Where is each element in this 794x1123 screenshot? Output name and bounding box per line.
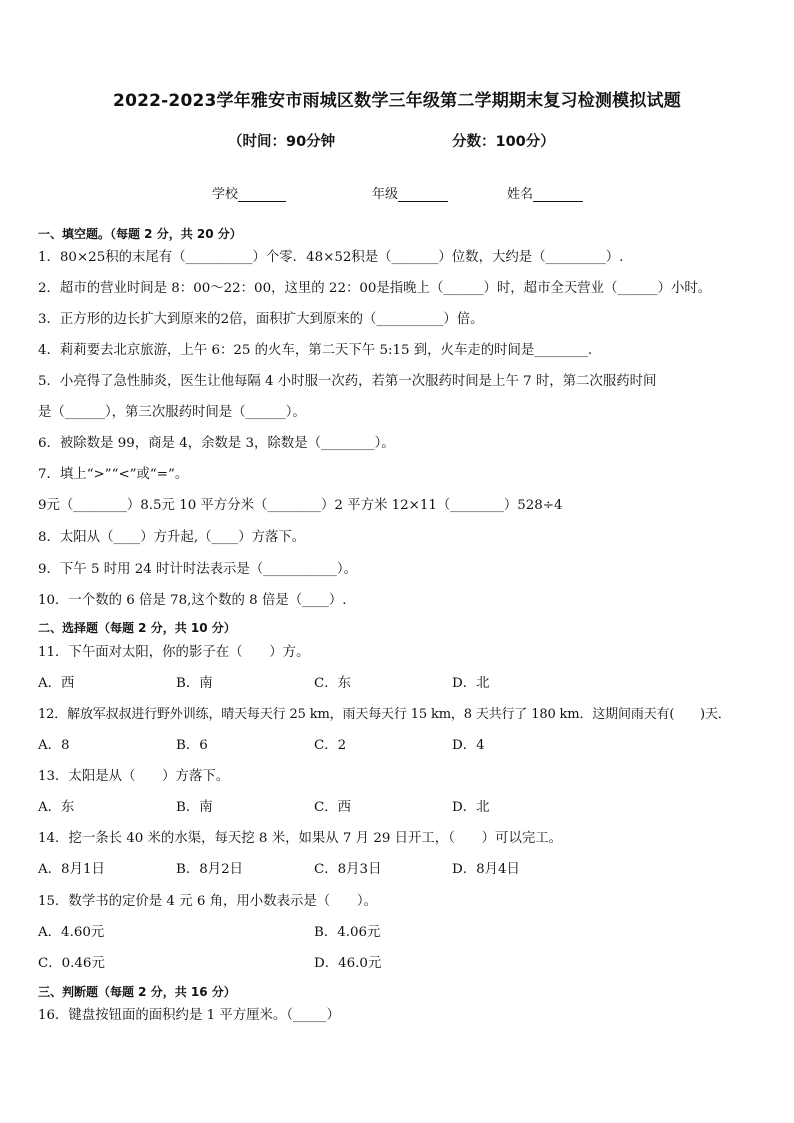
question-7: 7．填上“>”“<”或“=”。 xyxy=(38,467,189,482)
q14-option-b[interactable]: B．8月2日 xyxy=(176,862,244,877)
section-choice: 二、选择题（每题 2 分，共 10 分） xyxy=(38,621,236,635)
q14-option-a[interactable]: A．8月1日 xyxy=(38,862,105,877)
exam-score: 分数：100分） xyxy=(452,134,555,150)
exam-title: 2022-2023学年雅安市雨城区数学三年级第二学期期末复习检测模拟试题 xyxy=(113,91,681,111)
school-field xyxy=(212,183,286,202)
q13-option-d[interactable]: D．北 xyxy=(452,800,490,815)
question-14: 14．挖一条长 40 米的水渠，每天挖 8 米，如果从 7 月 29 日开工，（ ）可以完工。 xyxy=(38,831,563,846)
q12-option-a[interactable]: A．8 xyxy=(38,738,70,753)
grade-field xyxy=(372,183,448,202)
question-10: 10．一个数的 6 倍是 78,这个数的 8 倍是（____）. xyxy=(38,593,347,608)
question-5-line-2: 是（______），第三次服药时间是（______）。 xyxy=(38,405,306,420)
section-judge: 三、判断题（每题 2 分，共 16 分） xyxy=(38,985,236,999)
school-blank[interactable] xyxy=(238,187,286,202)
question-13: 13．太阳是从（ ）方落下。 xyxy=(38,769,230,784)
question-1: 1．80×25积的末尾有（__________）个零．48×52积是（_______）位数，大约是（_________）. xyxy=(38,250,624,265)
q15-option-b[interactable]: B．4.06元 xyxy=(314,925,381,940)
q12-option-d[interactable]: D．4 xyxy=(452,738,485,753)
q13-option-b[interactable]: B．南 xyxy=(176,800,213,815)
question-3: 3．正方形的边长扩大到原来的2倍，面积扩大到原来的（__________）倍。 xyxy=(38,312,484,327)
q14-option-d[interactable]: D．8月4日 xyxy=(452,862,520,877)
q12-option-c[interactable]: C．2 xyxy=(314,738,347,753)
question-12: 12．解放军叔叔进行野外训练，晴天每天行 25 km，雨天每天行 15 km，8 天共行了 180 km．这期间雨天有( )天． xyxy=(38,707,731,722)
name-label: 姓名 xyxy=(507,187,534,202)
q12-option-b[interactable]: B．6 xyxy=(176,738,208,753)
section-fill-blank: 一、填空题。（每题 2 分，共 20 分） xyxy=(38,227,242,241)
exam-time: （时间：90分钟 xyxy=(228,134,336,150)
name-blank[interactable] xyxy=(533,187,583,202)
question-16: 16．键盘按钮面的面积约是 1 平方厘米。（_____） xyxy=(38,1008,340,1023)
q15-option-d[interactable]: D．46.0元 xyxy=(314,956,382,971)
q11-option-c[interactable]: C．东 xyxy=(314,676,352,691)
grade-blank[interactable] xyxy=(398,187,448,202)
q11-option-b[interactable]: B．南 xyxy=(176,676,213,691)
q13-option-a[interactable]: A．东 xyxy=(38,800,75,815)
q11-option-d[interactable]: D．北 xyxy=(452,676,490,691)
question-9: 9．下午 5 时用 24 时计时法表示是（___________）。 xyxy=(38,562,357,577)
q15-option-a[interactable]: A．4.60元 xyxy=(38,925,105,940)
name-field xyxy=(507,183,583,202)
q13-option-c[interactable]: C．西 xyxy=(314,800,352,815)
question-5-line-1: 5．小亮得了急性肺炎，医生让他每隔 4 小时服一次药，若第一次服药时间是上午 7 时，第二次服药时间 xyxy=(38,374,657,389)
question-6: 6．被除数是 99，商是 4，余数是 3，除数是（________）。 xyxy=(38,436,395,451)
q14-option-c[interactable]: C．8月3日 xyxy=(314,862,382,877)
q11-option-a[interactable]: A．西 xyxy=(38,676,75,691)
question-7-items: 9元（________）8.5元 10 平方分米（________）2 平方米 12×11（________）528÷4 xyxy=(38,498,563,513)
question-8: 8．太阳从（____）方升起,（____）方落下。 xyxy=(38,530,306,545)
question-15: 15．数学书的定价是 4 元 6 角，用小数表示是（ ）。 xyxy=(38,894,377,909)
grade-label: 年级 xyxy=(372,187,399,202)
question-4: 4．莉莉要去北京旅游，上午 6：25 的火车，第二天下午 5:15 到，火车走的时间是________. xyxy=(38,343,593,358)
question-11: 11．下午面对太阳，你的影子在（ ）方。 xyxy=(38,645,310,660)
question-2: 2．超市的营业时间是 8：00～22：00，这里的 22：00是指晚上（______）时，超市全天营业（______）小时。 xyxy=(38,281,712,296)
q15-option-c[interactable]: C．0.46元 xyxy=(38,956,105,971)
school-label: 学校 xyxy=(212,187,239,202)
